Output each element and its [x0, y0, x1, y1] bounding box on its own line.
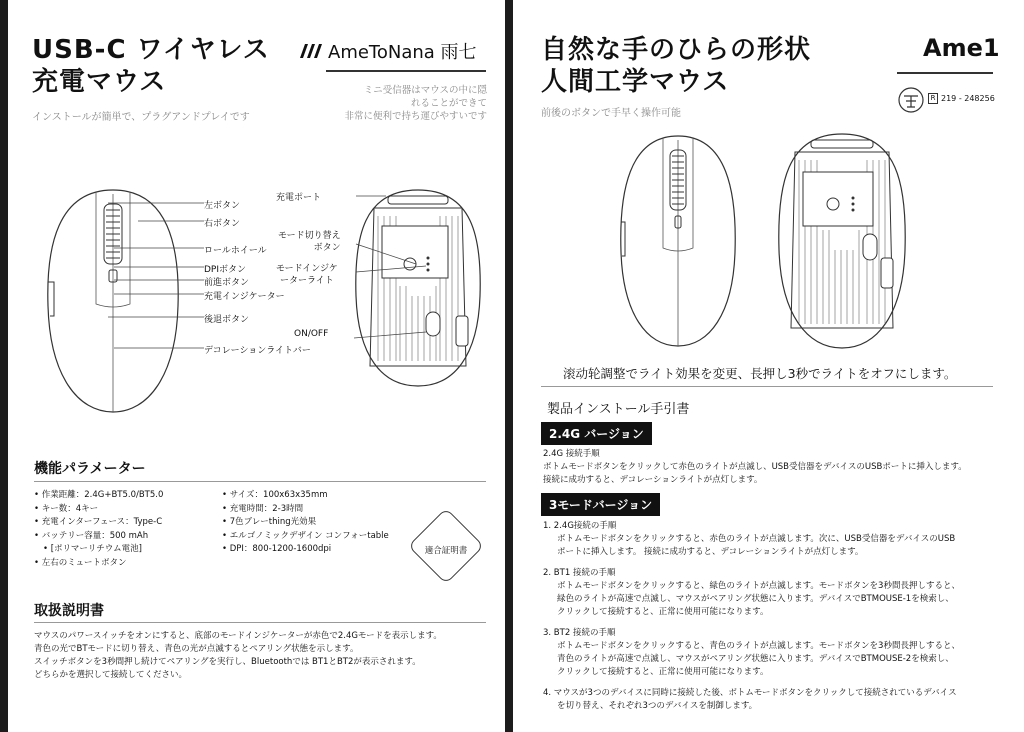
step-line: ボトムモードボタンをクリックすると、赤色のライトが点滅します。次に、USB受信器をデバイスのUSB	[557, 534, 956, 544]
param-item: • 充電時間：2-3時間	[222, 503, 389, 517]
label-forward-button: 前進ボタン	[204, 278, 250, 288]
manual-line: 青色の光でBTモードに切り替え、青色の光が点滅するとペアリング状態を示します。	[34, 644, 359, 654]
label-back-button: 後退ボタン	[204, 315, 250, 325]
param-item: • 作業距離：2.4G+BT5.0/BT5.0	[34, 489, 163, 503]
params-title: 機能パラメーター	[34, 461, 146, 477]
version-24g-body	[543, 448, 1013, 487]
tagline-line: れることができて	[410, 98, 487, 109]
label-left-button: 左ボタン	[204, 201, 241, 211]
left-title-line1: USB-C ワイヤレス	[32, 35, 270, 65]
manual-line: スイッチボタンを3秒間押し続けてペアリングを実行し、Bluetoothでは BT1とBT2が表示されます。	[34, 657, 421, 667]
param-item: • [ポリマーリチウム電池]	[34, 543, 163, 557]
version-3mode-body	[543, 520, 1013, 713]
params-rule	[34, 481, 486, 482]
step-line: ボトムモードボタンをクリックすると、青色のライトが点滅します。モードボタンを3秒間長押しすると、	[557, 641, 960, 651]
label-scroll-wheel: ロールホイール	[204, 246, 267, 256]
right-manual-page	[513, 0, 1024, 732]
label-mode-switch	[278, 230, 341, 254]
step-line: を切り替え、それぞれ3つのデバイスを制御します。	[557, 701, 758, 711]
step-heading: 2.4G 接続手順	[543, 449, 600, 459]
brand-rule	[326, 70, 486, 72]
cert-code: 219 - 248256	[941, 94, 995, 103]
step-line: 青色のライトが高速で点滅し、マウスがペアリング状態に入ります。デバイスでBTMOUSE-2を検索し、	[557, 654, 954, 664]
step-heading: 1. 2.4G接続の手順	[543, 521, 617, 531]
brand-name: AmeToNana 雨七	[328, 42, 477, 63]
label-mode-indicator-line: ーターライト	[280, 276, 334, 286]
manual-rule	[34, 622, 486, 623]
light-tip: 滚动轮調整でライト効果を変更、長押し3秒でライトをオフにします。	[563, 366, 957, 381]
right-title-line2: 人間工学マウス	[541, 67, 730, 97]
param-item: • エルゴノミックデザイン コンフォーtable	[222, 530, 389, 544]
label-charge-indicator: 充電インジケーター	[204, 292, 285, 302]
version-24g-heading: 2.4G バージョン	[541, 422, 652, 445]
step-heading: 2. BT1 接続の手順	[543, 568, 616, 578]
label-deco-light: デコレーションライトバー	[204, 346, 311, 356]
param-item: • 7色ブレーthing光効果	[222, 516, 389, 530]
right-subtitle: 前後のボタンで手早く操作可能	[541, 108, 681, 119]
manual-body	[34, 630, 494, 682]
brand-block	[298, 38, 477, 64]
label-mode-indicator-line: モードインジケ	[276, 264, 338, 274]
label-dpi-button: DPIボタン	[204, 265, 247, 275]
label-right-button: 右ボタン	[204, 219, 241, 229]
model-rule	[897, 72, 993, 74]
label-power: ON/OFF	[294, 329, 329, 339]
model-name: Ame1	[923, 34, 1000, 62]
step-line: クリックして接続すると、正常に使用可能になります。	[557, 607, 769, 617]
mouse-bottom-view-illustration	[771, 130, 913, 352]
step-line: 接続に成功すると、デコレーションライトが点灯します。	[543, 475, 763, 485]
param-item: • 左右のミュートボタン	[34, 557, 163, 571]
manual-line: マウスのパワースイッチをオンにすると、底部のモードインジケーターが赤色で2.4Gモードを表示します。	[34, 631, 442, 641]
param-item: • サイズ：100x63x35mm	[222, 489, 389, 503]
param-item: • DPI：800-1200-1600dpi	[222, 543, 389, 557]
tagline	[344, 84, 487, 123]
cert-r-box: R	[928, 93, 938, 104]
label-charge-port: 充電ポート	[276, 193, 322, 203]
params-list-right	[222, 489, 389, 557]
step-line: ボトムモードボタンをクリックすると、緑色のライトが点滅します。モードボタンを3秒間長押しすると、	[557, 581, 960, 591]
left-title-line2: 充電マウス	[32, 67, 167, 97]
left-manual-page	[8, 0, 505, 732]
step-line: クリックして接続すると、正常に使用可能になります。	[557, 667, 769, 677]
cert-label: 適合証明書	[424, 546, 468, 556]
giteki-mark-icon	[897, 86, 925, 114]
step-heading: 4. マウスが3つのデバイスに同時に接続した後、ボトムモードボタンをクリックして接続されているデバイス	[543, 688, 957, 698]
param-item: • キー数：4キー	[34, 503, 163, 517]
left-subtitle: インストールが簡単で、プラグアンドプレイです	[32, 112, 250, 123]
guide-title: 製品インストール手引書	[547, 402, 690, 417]
version-3mode-heading: 3モードバージョン	[541, 493, 660, 516]
right-title-line1: 自然な手のひらの形状	[541, 35, 812, 65]
manual-title: 取扱説明書	[34, 603, 104, 619]
brand-logo-icon	[298, 42, 324, 60]
tagline-line: 非常に便利で持ち運びやすいです	[344, 111, 487, 122]
manual-line: どちらかを選択して接続してください。	[34, 670, 188, 680]
leader-lines-top	[108, 195, 208, 355]
param-item: • バッテリー容量：500 mAh	[34, 530, 163, 544]
label-mode-indicator	[276, 263, 338, 287]
step-line: 緑色のライトが高速で点滅し、マウスがペアリング状態に入ります。デバイスでBTMOUSE-1を検索し、	[557, 594, 954, 604]
step-line: ボトムモードボタンをクリックして赤色のライトが点滅し、USB受信器をデバイスのUSBポートに挿入します。	[543, 462, 967, 472]
tagline-line: ミニ受信器はマウスの中に隠	[363, 85, 487, 96]
param-item: • 充電インターフェース：Type-C	[34, 516, 163, 530]
label-mode-switch-line: ボタン	[313, 243, 341, 253]
mouse-top-view-illustration	[613, 132, 743, 352]
step-heading: 3. BT2 接続の手順	[543, 628, 616, 638]
leader-lines-bottom	[326, 186, 426, 346]
tip-rule	[541, 386, 993, 387]
step-line: ポートに挿入します。 接続に成功すると、デコレーションライトが点灯します。	[557, 547, 864, 557]
params-list-left	[34, 489, 163, 570]
label-mode-switch-line: モード切り替え	[278, 231, 341, 241]
